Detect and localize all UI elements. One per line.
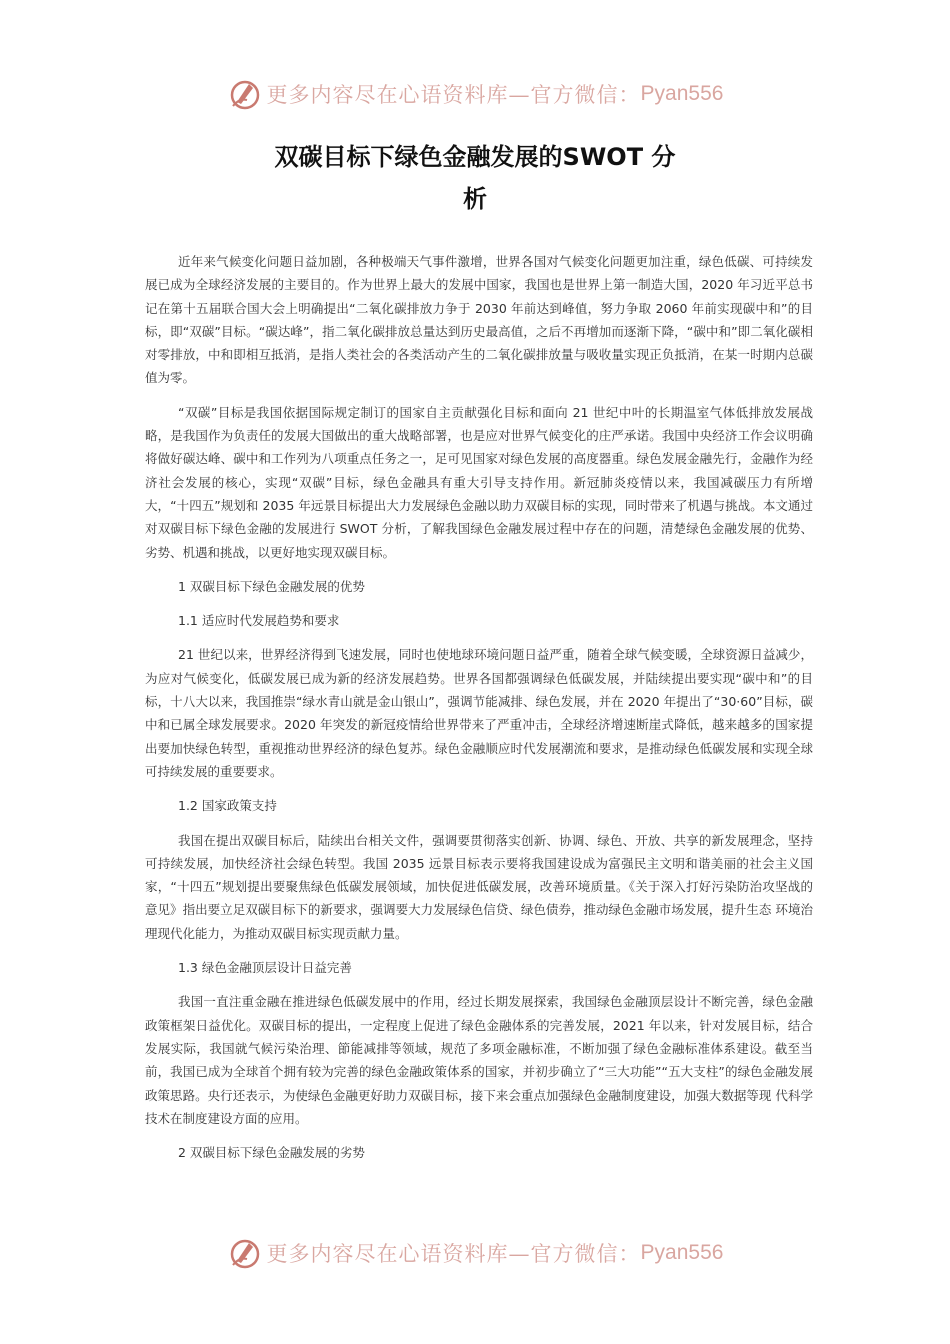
document-title	[0, 136, 950, 220]
paragraph: 我国在提出双碳目标后，陆续出台相关文件，强调要贯彻落实创新、协调、绿色、开放、共享的新发展理念，坚持可持续发展，加快经济社会绿色转型。我国 2035 远景目标表示要将我国建设成为富强民主文明和谐美丽的社会主义国家，“十四五”规划提出要聚焦绿色低碳发展领域，加快促进低碳发展，改善环境质量。《关于深入打好污染防治攻坚战的意见》指出要立足双碳目标下的新要求，强调要大力发展绿色信贷、绿色债券，推动绿色金融市场发展，提升生态 环境治理现代化能力，为推动双碳目标实现贡献力量。	[145, 832, 813, 941]
watermark-text: 更多内容尽在心语资料库—官方微信：	[266, 1242, 641, 1266]
section-heading: 1.2 国家政策支持	[178, 798, 277, 814]
paragraph: 21 世纪以来，世界经济得到飞速发展，同时也使地球环境问题日益严重，随着全球气候变暖，全球资源日益减少， 为应对气候变化，低碳发展已成为新的经济发展趋势。世界各国都强调绿色低碳发展，并陆续提出要实现“碳中和”的目标，十八大以来，我国推崇“绿水青山就是金山银山”，强调节能减排、绿色发展，并在 2020 年提出了“30·60”目标，碳中和已属全球发展要求。2020 年突发的新冠疫情给世界带来了严重冲击，全球经济增速断崖式降低，越来越多的国家提出要加快绿色转型，重视推动世界经济的绿色复苏。绿色金融顺应时代发展潮流和要求，是推动绿色低碳发展和实现全球可持续发展的重要要求。	[145, 647, 813, 779]
title-line-1: 双碳目标下绿色金融发展的SWOT 分	[274, 143, 676, 171]
paragraph: 近年来气候变化问题日益加剧，各种极端天气事件激增，世界各国对气候变化问题更加注重，绿色低碳、可持续发展已成为全球经济发展的主要目的。作为世界上最大的发展中国家，我国也是世界上第一制造大国，2020 年习近平总书记在第十五届联合国大会上明确提出“二氧化碳排放力争于 2030 年前达到峰值，努力争取 2060 年前实现碳中和”的目标，即“双碳”目标。“碳达峰”，指二氧化碳排放总量达到历史最高值，之后不再增加而逐渐下降，“碳中和”即二氧化碳相对零排放，中和即相互抵消，是指人类社会的各类活动产生的二氧化碳排放量与吸收量实现正负抵消，在某一时期内总碳值为零。	[145, 254, 813, 386]
section-heading: 2 双碳目标下绿色金融发展的劣势	[178, 1145, 365, 1161]
brand-logo-icon	[227, 1235, 263, 1271]
watermark-wechat-id: Pyan556	[640, 82, 724, 105]
section-heading: 1.1 适应时代发展趋势和要求	[178, 613, 340, 629]
watermark-text: 更多内容尽在心语资料库—官方微信：	[266, 83, 641, 107]
section-heading: 1 双碳目标下绿色金融发展的优势	[178, 578, 365, 594]
paragraph: “双碳”目标是我国依据国际规定制订的国家自主贡献强化目标和面向 21 世纪中叶的长期温室气体低排放发展战略，是我国作为负责任的发展大国做出的重大战略部署，也是应对世界气候变化的庄严承诺。我国中央经济工作会议明确将做好碳达峰、碳中和工作列为八项重点任务之一，足可见国家对绿色发展的高度器重。绿色发展金融先行，金融作为经济社会发展的核心，实现“双碳”目标，绿色金融具有重大引导支持作用。新冠肺炎疫情以来，我国减碳压力有所增大，“十四五”规划和 2035 年远景目标提出大力发展绿色金融以助力双碳目标的实现，同时带来了机遇与挑战。本文通过对双碳目标下绿色金融的发展进行 SWOT 分析，了解我国绿色金融发展过程中存在的问题，清楚绿色金融发展的优势、劣势、机遇和挑战，以更好地实现双碳目标。	[145, 404, 813, 560]
watermark-wechat-id: Pyan556	[640, 1241, 724, 1264]
document-body	[145, 250, 813, 1175]
title-line-2: 析	[463, 185, 487, 213]
section-heading: 1.3 绿色金融顶层设计日益完善	[178, 960, 352, 976]
brand-logo-icon	[227, 76, 263, 112]
watermark-footer	[0, 1233, 950, 1273]
watermark-header	[0, 74, 950, 114]
paragraph: 我国一直注重金融在推进绿色低碳发展中的作用，经过长期发展探索，我国绿色金融顶层设计不断完善，绿色金融政策框架日益优化。双碳目标的提出，一定程度上促进了绿色金融体系的完善发展，2021 年以来，针对发展目标，结合发展实际，我国就气候污染治理、節能减排等领域，规范了多项金融标准，不断加强了绿色金融标准体系建设。截至当前，我国已成为全球首个拥有较为完善的绿色金融政策体系的国家，并初步确立了“三大功能”“五大支柱”的绿色金融发展政策思路。央行还表示，为使绿色金融更好助力双碳目标，接下来会重点加强绿色金融制度建设，加强大数据等现 代科学技术在制度建设方面的应用。	[145, 994, 813, 1126]
